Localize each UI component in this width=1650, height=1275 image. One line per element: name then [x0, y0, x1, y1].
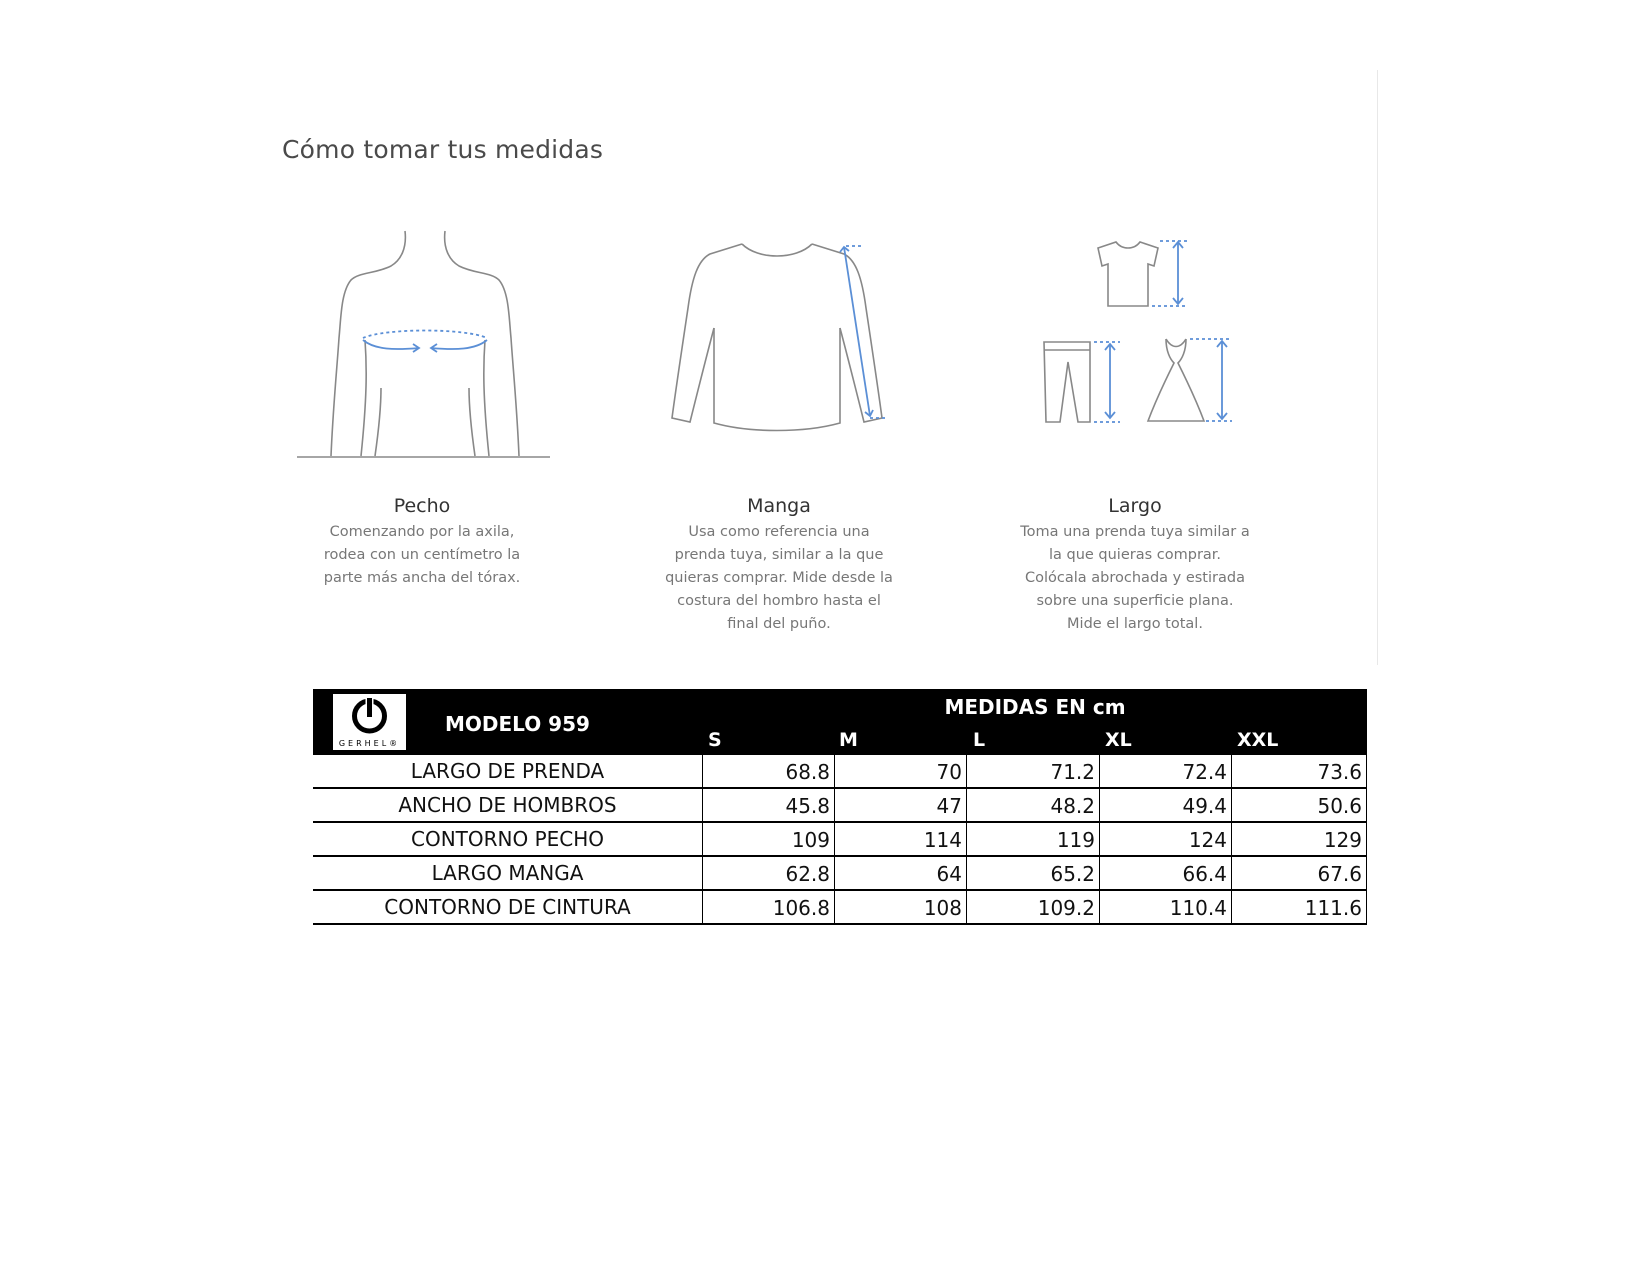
brand-logo	[333, 694, 406, 750]
brand-name: GERHEL®	[338, 739, 401, 748]
size-table-header	[313, 689, 1367, 755]
table-row	[313, 823, 1367, 857]
table-row	[313, 789, 1367, 823]
row-label: CONTORNO DE CINTURA	[313, 891, 703, 923]
table-row	[313, 857, 1367, 891]
table-cell: 64	[835, 857, 967, 889]
table-cell: 50.6	[1232, 789, 1367, 821]
size-label: S	[708, 729, 722, 751]
group-header: MEDIDAS EN cm	[944, 695, 1126, 719]
table-cell: 114	[835, 823, 967, 855]
table-cell: 68.8	[702, 755, 835, 787]
table-cell: 70	[835, 755, 967, 787]
table-cell: 106.8	[702, 891, 835, 923]
table-cell: 129	[1232, 823, 1367, 855]
table-cell: 65.2	[967, 857, 1100, 889]
row-label: LARGO DE PRENDA	[313, 755, 703, 787]
table-cell: 49.4	[1100, 789, 1232, 821]
guide-title: Largo	[1108, 495, 1162, 517]
size-label: XL	[1105, 729, 1132, 751]
table-cell: 109	[702, 823, 835, 855]
table-cell: 119	[967, 823, 1100, 855]
guide-manga	[629, 495, 929, 636]
table-cell: 47	[835, 789, 967, 821]
table-cell: 109.2	[967, 891, 1100, 923]
table-cell: 72.4	[1100, 755, 1232, 787]
guide-pecho	[272, 495, 572, 590]
guide-description: Comenzando por la axila, rodea con un centímetro la parte más ancha del tórax.	[323, 524, 521, 586]
tshirt-icon	[1092, 238, 1192, 313]
long-sleeve-shirt-icon	[670, 238, 900, 438]
table-cell: 73.6	[1232, 755, 1367, 787]
table-cell: 67.6	[1232, 857, 1367, 889]
table-cell: 110.4	[1100, 891, 1232, 923]
size-labels	[703, 729, 1367, 753]
guide-title: Manga	[747, 495, 811, 517]
guide-title: Pecho	[393, 495, 451, 517]
guide-description: Toma una prenda tuya similar a la que quieras comprar. Colócala abrochada y estirada sobre una superficie plana. Mide el largo total.	[1020, 524, 1250, 632]
table-row	[313, 891, 1367, 925]
dress-icon	[1146, 335, 1246, 427]
table-cell: 66.4	[1100, 857, 1232, 889]
row-label: LARGO MANGA	[313, 857, 703, 889]
torso-chest-icon	[295, 228, 555, 463]
model-header	[313, 689, 703, 755]
power-icon	[333, 694, 406, 738]
table-row	[313, 755, 1367, 789]
pants-icon	[1040, 338, 1140, 428]
table-cell: 62.8	[702, 857, 835, 889]
size-label: L	[973, 729, 986, 751]
panel-divider	[1377, 70, 1378, 665]
guide-largo	[985, 495, 1285, 636]
table-cell: 48.2	[967, 789, 1100, 821]
table-cell: 111.6	[1232, 891, 1367, 923]
size-label: M	[839, 729, 858, 751]
row-label: ANCHO DE HOMBROS	[313, 789, 703, 821]
model-name: MODELO 959	[445, 712, 590, 736]
table-cell: 45.8	[702, 789, 835, 821]
size-label: XXL	[1237, 729, 1279, 751]
table-cell: 108	[835, 891, 967, 923]
table-cell: 71.2	[967, 755, 1100, 787]
row-label: CONTORNO PECHO	[313, 823, 703, 855]
table-cell: 124	[1100, 823, 1232, 855]
page-title: Cómo tomar tus medidas	[282, 135, 604, 164]
size-table-body	[313, 755, 1367, 925]
guide-description: Usa como referencia una prenda tuya, similar a la que quieras comprar. Mide desde la costura del hombro hasta el final del puño.	[665, 524, 893, 632]
